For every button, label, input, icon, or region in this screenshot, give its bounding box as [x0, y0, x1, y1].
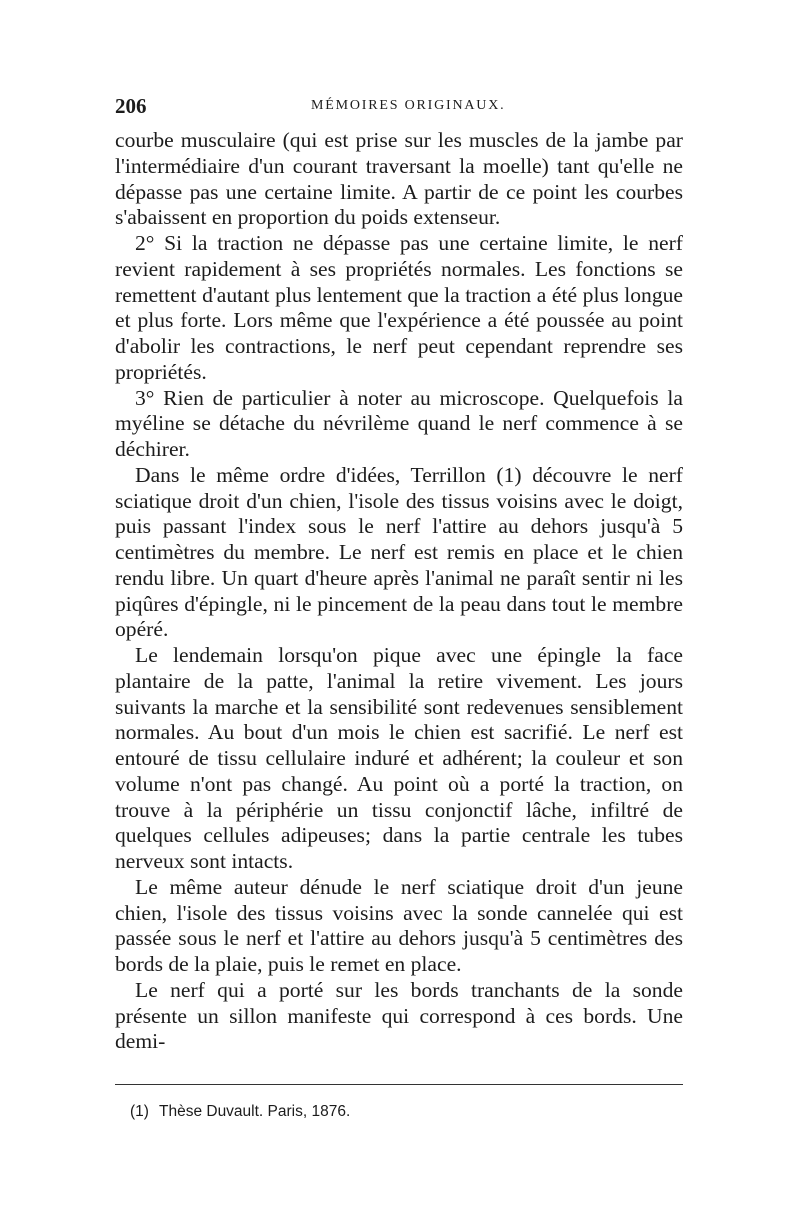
running-title: MÉMOIRES ORIGINAUX. — [311, 98, 506, 113]
footnote-text: Thèse Duvault. Paris, 1876. — [158, 1103, 351, 1120]
paragraph-meme-auteur: Le même auteur dénude le nerf sciatique droit d'un jeune chien, l'isole des tissus voisins avec la sonde cannelée qui est passée sous le nerf et l'attire au dehors jusqu'à 5 centimètres des bords de la plaie, puis le remet en place. — [115, 874, 683, 976]
running-header — [115, 94, 683, 120]
paragraph-nerf-sonde: Le nerf qui a porté sur les bords tranchants de la sonde présente un sillon manifeste qui correspond à ces bords. Une demi- — [115, 977, 683, 1054]
paragraph-terrillon: Dans le même ordre d'idées, Terrillon (1) découvre le nerf sciatique droit d'un chien, l'isole des tissus voisins avec le doigt, puis passant l'index sous le nerf l'attire au dehors jusqu'à 5 centimètres du membre. Le nerf est remis en place et le chien rendu libre. Un quart d'heure après l'animal ne paraît sentir ni les piqûres d'épingle, ni le pincement de la peau dans tout le membre opéré. — [115, 462, 683, 642]
footnote-marker: (1) — [130, 1103, 149, 1120]
footnote — [130, 1103, 683, 1121]
paragraph-lendemain: Le lendemain lorsqu'on pique avec une épingle la face plantaire de la patte, l'animal la retire vivement. Les jours suivants la marche et la sensibilité sont redevenues sensiblement normales. Au bout d'un mois le chien est sacrifié. Le nerf est entouré de tissu cellulaire induré et adhérent; la couleur et son volume n'ont pas changé. Au point où a porté la traction, on trouve à la périphérie un tissu conjonctif lâche, infiltré de quelques cellules adipeuses; dans la partie centrale les tubes nerveux sont intacts. — [115, 643, 683, 873]
page-number: 206 — [115, 94, 147, 118]
paragraph-point-2: 2° Si la traction ne dépasse pas une certaine limite, le nerf revient rapidement à ses propriétés normales. Les fonctions se remettent d'autant plus lentement que la traction a été plus longue et plus forte. Lors même que l'expérience a été poussée au point d'abolir les contractions, le nerf peut cependant reprendre ses propriétés. — [115, 231, 683, 384]
paragraph-continued: courbe musculaire (qui est prise sur les muscles de la jambe par l'intermédiaire d'un courant traversant la moelle) tant qu'elle ne dépasse pas une certaine limite. A partir de ce point les courbes s'abaissent en proportion du poids extenseur. — [115, 128, 683, 230]
body-text — [115, 128, 683, 1055]
paragraph-point-3: 3° Rien de particulier à noter au microscope. Quelquefois la myéline se détache du névrilème quand le nerf commence à se déchirer. — [115, 385, 683, 461]
footnote-divider — [115, 1084, 683, 1085]
